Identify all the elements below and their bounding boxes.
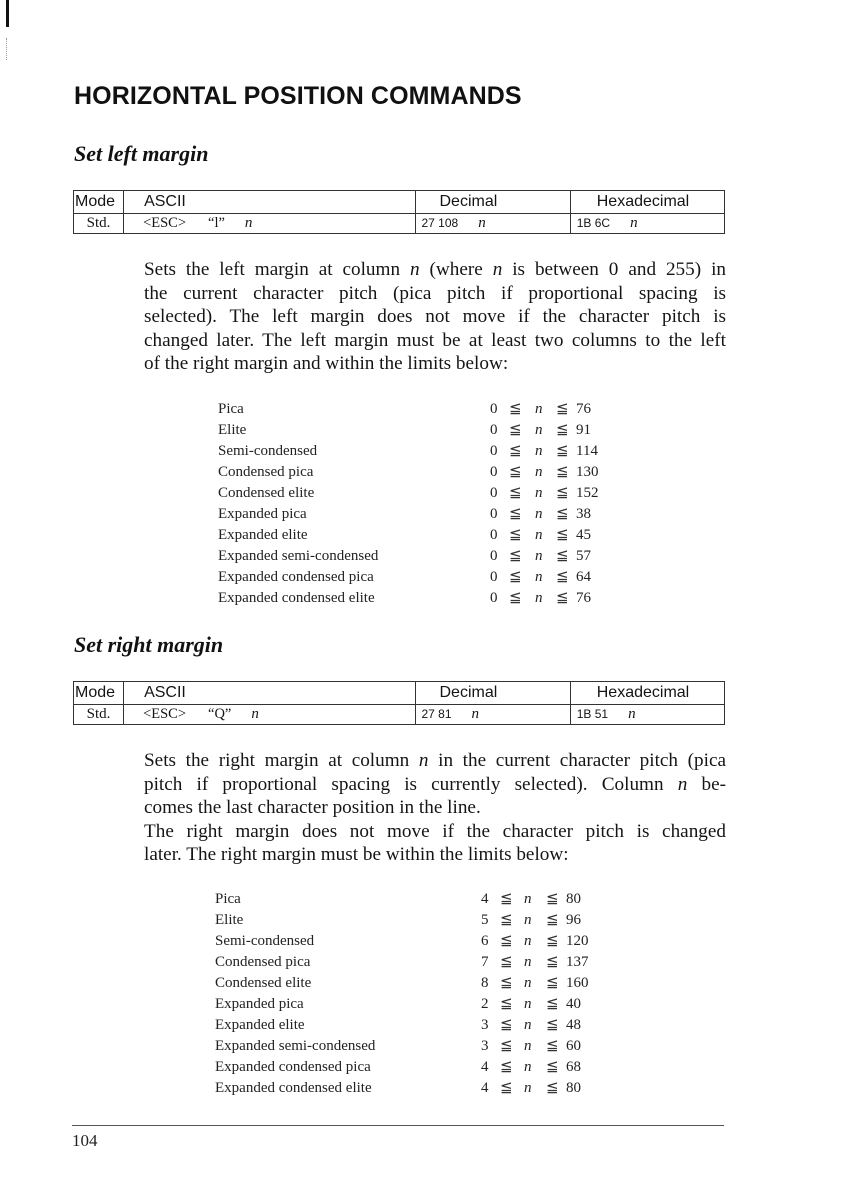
description-line: The right margin does not move if the character pitch is changed	[144, 820, 726, 842]
leq-symbol: ≦	[546, 1017, 559, 1033]
leq-symbol: ≦	[500, 975, 513, 991]
leq-symbol: ≦	[509, 506, 522, 522]
limit-max: 60	[566, 1038, 581, 1054]
limit-row	[218, 399, 618, 420]
leq-symbol: ≦	[509, 443, 522, 459]
header-mode: Mode	[74, 682, 124, 705]
header-ascii: ASCII	[124, 191, 415, 214]
leq-symbol: ≦	[556, 506, 569, 522]
limits-list-right-margin	[215, 889, 615, 1099]
page-number: 104	[72, 1131, 98, 1150]
variable-n: n	[524, 1080, 532, 1096]
limit-max: 80	[566, 1080, 581, 1096]
leq-symbol: ≦	[546, 954, 559, 970]
leq-symbol: ≦	[556, 569, 569, 585]
leq-symbol: ≦	[509, 485, 522, 501]
limit-mode-name: Pica	[215, 891, 241, 907]
description-line: Sets the left margin at column n (where n is between 0 and 255) in	[144, 259, 726, 280]
limit-row	[218, 420, 618, 441]
limit-min: 0	[490, 548, 498, 564]
limit-min: 0	[490, 590, 498, 606]
leq-symbol: ≦	[509, 527, 522, 543]
limit-row	[215, 1078, 615, 1099]
limit-min: 3	[481, 1038, 489, 1054]
limit-mode-name: Expanded condensed elite	[215, 1080, 372, 1096]
leq-symbol: ≦	[500, 1038, 513, 1054]
limit-mode-name: Semi-condensed	[218, 443, 318, 459]
variable-n: n	[492, 259, 503, 280]
limit-row	[218, 546, 618, 567]
leq-symbol: ≦	[509, 464, 522, 480]
limit-min: 0	[490, 527, 498, 543]
limit-row	[215, 952, 615, 973]
variable-n: n	[524, 933, 532, 949]
cell-decimal	[415, 705, 570, 725]
limit-max: 40	[566, 996, 581, 1012]
limit-row	[215, 931, 615, 952]
limit-row	[215, 1036, 615, 1057]
ascii-param: n	[244, 215, 253, 231]
leq-symbol: ≦	[500, 954, 513, 970]
section-heading-left-margin: Set left margin	[74, 141, 209, 166]
variable-n: n	[524, 891, 532, 907]
variable-n: n	[535, 485, 543, 501]
header-mode: Mode	[74, 191, 124, 214]
cell-hexadecimal	[570, 705, 724, 725]
limit-mode-name: Expanded condensed pica	[215, 1059, 371, 1075]
leq-symbol: ≦	[500, 933, 513, 949]
limit-max: 64	[576, 569, 591, 585]
limit-min: 8	[481, 975, 489, 991]
cell-ascii	[124, 214, 415, 234]
variable-n: n	[535, 527, 543, 543]
leq-symbol: ≦	[546, 891, 559, 907]
limit-mode-name: Condensed pica	[215, 954, 311, 970]
command-table-right-margin	[73, 681, 725, 725]
ascii-char: “Q”	[208, 706, 232, 722]
limit-max: 160	[566, 975, 589, 991]
leq-symbol: ≦	[509, 590, 522, 606]
limit-min: 0	[490, 506, 498, 522]
description-right-margin	[144, 749, 726, 867]
variable-n: n	[535, 401, 543, 417]
limit-mode-name: Condensed elite	[218, 485, 315, 501]
limit-mode-name: Expanded condensed elite	[218, 590, 375, 606]
limit-min: 0	[490, 464, 498, 480]
ascii-char: “l”	[208, 215, 225, 231]
limit-min: 0	[490, 422, 498, 438]
limit-max: 91	[576, 422, 591, 438]
variable-n: n	[409, 259, 420, 280]
leq-symbol: ≦	[546, 933, 559, 949]
limit-row	[215, 973, 615, 994]
limit-min: 0	[490, 485, 498, 501]
limit-row	[215, 889, 615, 910]
variable-n: n	[524, 1059, 532, 1075]
variable-n: n	[524, 954, 532, 970]
cell-ascii	[124, 705, 415, 725]
leq-symbol: ≦	[500, 891, 513, 907]
limit-mode-name: Expanded pica	[218, 506, 307, 522]
decimal-codes: 27 81	[421, 707, 452, 721]
limit-mode-name: Expanded semi-condensed	[215, 1038, 376, 1054]
table-header-row	[74, 682, 725, 705]
variable-n: n	[535, 443, 543, 459]
leq-symbol: ≦	[546, 1059, 559, 1075]
leq-symbol: ≦	[500, 912, 513, 928]
variable-n: n	[418, 750, 429, 771]
limits-list-left-margin	[218, 399, 618, 609]
limit-row	[218, 588, 618, 609]
description-line: later. The right margin must be within the limits below:	[144, 844, 569, 866]
limit-min: 4	[481, 1059, 489, 1075]
limit-mode-name: Expanded elite	[215, 1017, 305, 1033]
leq-symbol: ≦	[556, 464, 569, 480]
limit-max: 137	[566, 954, 589, 970]
limit-mode-name: Expanded pica	[215, 996, 304, 1012]
header-hexadecimal: Hexadecimal	[570, 191, 724, 214]
variable-n: n	[524, 1038, 532, 1054]
table-row	[74, 705, 725, 725]
hex-codes: 1B 51	[576, 707, 609, 721]
limit-min: 5	[481, 912, 489, 928]
ascii-esc: <ESC>	[143, 706, 187, 722]
limit-min: 2	[481, 996, 489, 1012]
header-decimal: Decimal	[415, 191, 570, 214]
limit-max: 80	[566, 891, 581, 907]
leq-symbol: ≦	[546, 1080, 559, 1096]
variable-n: n	[535, 548, 543, 564]
cell-hexadecimal	[570, 214, 724, 234]
limit-max: 38	[576, 506, 591, 522]
limit-mode-name: Pica	[218, 401, 244, 417]
limit-min: 3	[481, 1017, 489, 1033]
description-line: selected). The left margin does not move if the character pitch is	[144, 306, 726, 328]
cell-decimal	[415, 214, 570, 234]
limit-min: 0	[490, 569, 498, 585]
limit-mode-name: Expanded semi-condensed	[218, 548, 379, 564]
leq-symbol: ≦	[509, 548, 522, 564]
description-line: Sets the right margin at column n in the current character pitch (pica	[144, 750, 726, 771]
cell-mode: Std.	[74, 705, 124, 725]
variable-n: n	[524, 975, 532, 991]
variable-n: n	[535, 422, 543, 438]
limit-max: 114	[576, 443, 598, 459]
ascii-esc: <ESC>	[143, 215, 187, 231]
description-line: comes the last character position in the line.	[144, 797, 481, 819]
limit-min: 6	[481, 933, 489, 949]
description-line: changed later. The left margin must be at least two columns to the left	[144, 329, 726, 351]
limit-row	[218, 504, 618, 525]
limit-max: 76	[576, 401, 591, 417]
variable-n: n	[535, 464, 543, 480]
limit-row	[215, 910, 615, 931]
limit-max: 130	[576, 464, 599, 480]
limit-mode-name: Elite	[218, 422, 247, 438]
hex-codes: 1B 6C	[576, 216, 611, 230]
limit-mode-name: Condensed pica	[218, 464, 314, 480]
limit-max: 48	[566, 1017, 581, 1033]
leq-symbol: ≦	[546, 996, 559, 1012]
limit-row	[218, 462, 618, 483]
limit-row	[215, 1057, 615, 1078]
header-hexadecimal: Hexadecimal	[570, 682, 724, 705]
limit-row	[215, 994, 615, 1015]
table-row	[74, 214, 725, 234]
decimal-param: n	[478, 215, 486, 231]
limit-max: 45	[576, 527, 591, 543]
limit-row	[218, 525, 618, 546]
variable-n: n	[524, 996, 532, 1012]
leq-symbol: ≦	[546, 1038, 559, 1054]
leq-symbol: ≦	[556, 590, 569, 606]
limit-row	[218, 567, 618, 588]
variable-n: n	[524, 1017, 532, 1033]
table-header-row	[74, 191, 725, 214]
ascii-param: n	[251, 706, 259, 722]
leq-symbol: ≦	[509, 422, 522, 438]
leq-symbol: ≦	[556, 401, 569, 417]
leq-symbol: ≦	[500, 1059, 513, 1075]
limit-max: 96	[566, 912, 581, 928]
limit-max: 152	[576, 485, 599, 501]
variable-n: n	[677, 773, 688, 795]
limit-mode-name: Expanded condensed pica	[218, 569, 374, 585]
variable-n: n	[535, 590, 543, 606]
description-left-margin	[144, 258, 726, 376]
limit-min: 0	[490, 443, 498, 459]
limit-max: 57	[576, 548, 591, 564]
leq-symbol: ≦	[500, 996, 513, 1012]
cell-mode: Std.	[74, 214, 124, 234]
leq-symbol: ≦	[546, 912, 559, 928]
limit-row	[218, 483, 618, 504]
variable-n: n	[535, 569, 543, 585]
page-title: HORIZONTAL POSITION COMMANDS	[74, 82, 522, 110]
command-table-left-margin	[73, 190, 725, 234]
header-decimal: Decimal	[415, 682, 570, 705]
leq-symbol: ≦	[500, 1017, 513, 1033]
limit-mode-name: Expanded elite	[218, 527, 308, 543]
decimal-param: n	[471, 706, 480, 722]
leq-symbol: ≦	[556, 485, 569, 501]
limit-mode-name: Semi-condensed	[215, 933, 315, 949]
decimal-codes: 27 108	[421, 216, 459, 230]
limit-max: 68	[566, 1059, 581, 1075]
limit-max: 120	[566, 933, 589, 949]
limit-min: 7	[481, 954, 489, 970]
leq-symbol: ≦	[509, 401, 522, 417]
leq-symbol: ≦	[556, 527, 569, 543]
crop-dots	[6, 38, 9, 60]
description-line: of the right margin and within the limits below:	[144, 353, 509, 375]
limit-row	[215, 1015, 615, 1036]
footer-rule	[72, 1125, 724, 1126]
leq-symbol: ≦	[556, 548, 569, 564]
header-ascii: ASCII	[124, 682, 415, 705]
leq-symbol: ≦	[546, 975, 559, 991]
description-line: the current character pitch (pica pitch if proportional spacing is	[144, 282, 726, 304]
limit-mode-name: Condensed elite	[215, 975, 312, 991]
variable-n: n	[535, 506, 543, 522]
leq-symbol: ≦	[556, 422, 569, 438]
leq-symbol: ≦	[556, 443, 569, 459]
limit-min: 4	[481, 891, 489, 907]
hex-param: n	[630, 215, 638, 231]
hex-param: n	[628, 706, 636, 722]
leq-symbol: ≦	[500, 1080, 513, 1096]
section-heading-right-margin: Set right margin	[74, 632, 224, 657]
leq-symbol: ≦	[509, 569, 522, 585]
description-line: pitch if proportional spacing is currently selected). Column n be-	[144, 773, 726, 795]
variable-n: n	[524, 912, 532, 928]
limit-row	[218, 441, 618, 462]
crop-mark	[6, 0, 9, 27]
limit-mode-name: Elite	[215, 912, 244, 928]
limit-max: 76	[576, 590, 591, 606]
limit-min: 0	[490, 401, 498, 417]
limit-min: 4	[481, 1080, 489, 1096]
